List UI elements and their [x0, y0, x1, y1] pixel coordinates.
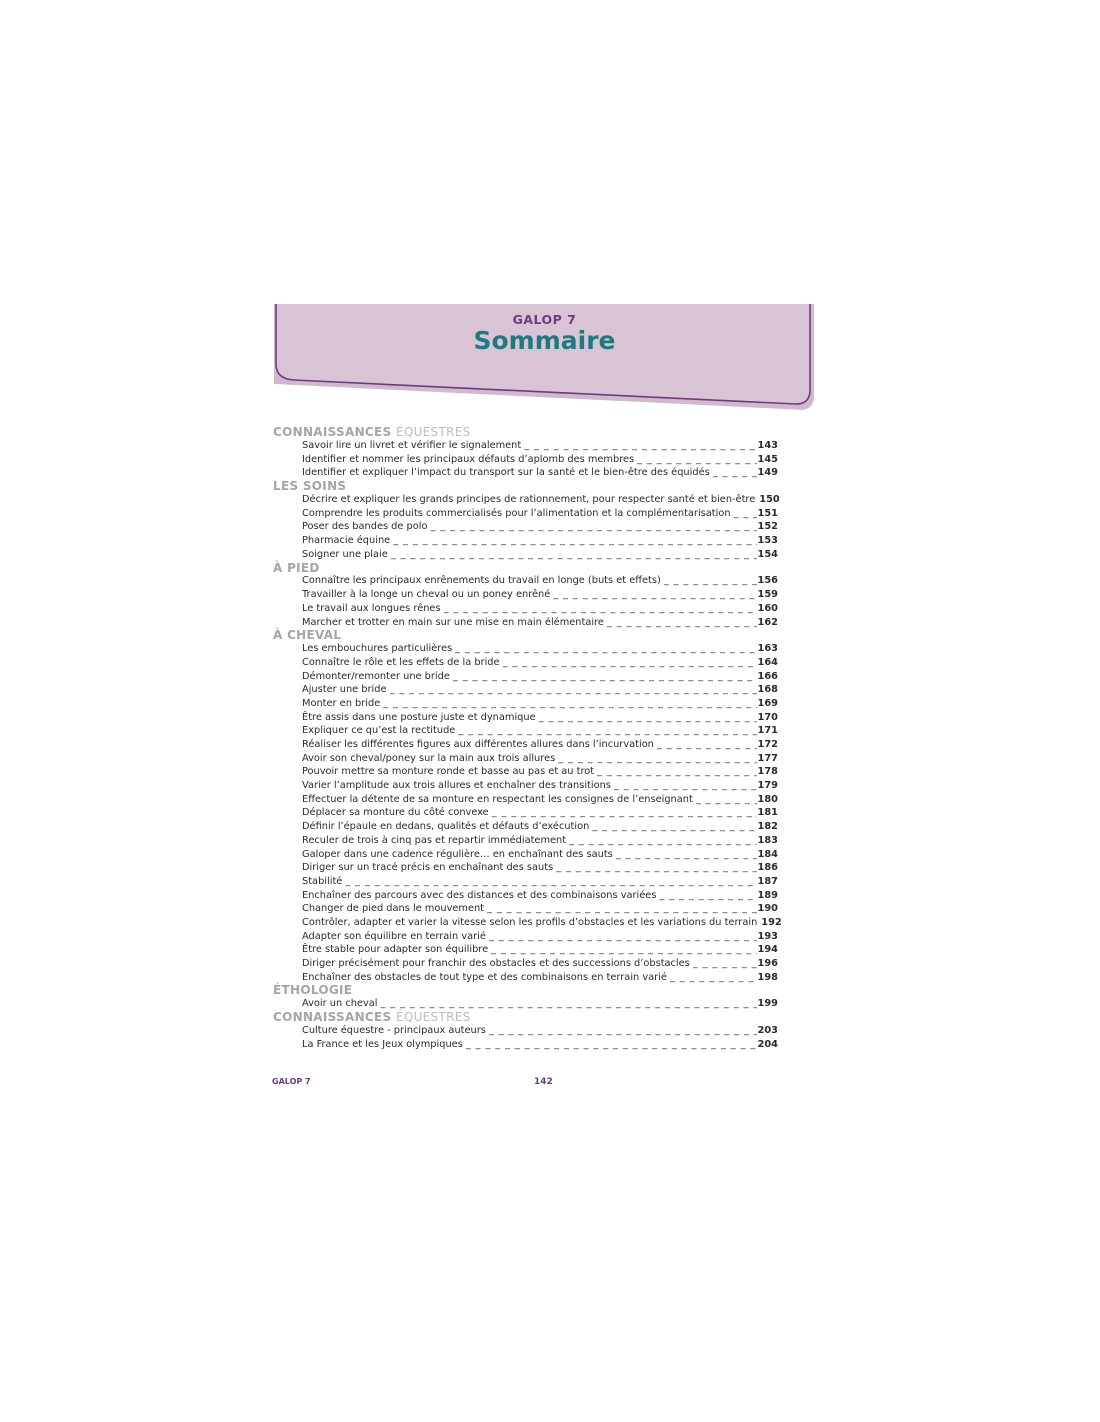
toc-entry-label: Enchaîner des parcours avec des distances et des combinaisons variées	[302, 889, 657, 901]
page-title: Sommaire	[473, 326, 616, 355]
toc-entry-label: Avoir un cheval	[302, 998, 378, 1010]
dotted-leader	[524, 439, 756, 453]
toc-entry-label: Le travail aux longues rênes	[302, 602, 441, 614]
dotted-leader	[558, 752, 756, 766]
toc-entry-label: Démonter/remonter une bride	[302, 670, 450, 682]
toc-entry-label: Être stable pour adapter son équilibre	[302, 944, 489, 956]
toc-entry-page: 199	[757, 998, 778, 1010]
toc-entry[interactable]	[273, 1024, 778, 1038]
toc-entry-page: 163	[757, 643, 778, 655]
dotted-leader	[345, 875, 756, 889]
toc-entry[interactable]	[273, 670, 778, 684]
toc-entry[interactable]	[273, 520, 778, 534]
toc-entry-page: 186	[757, 862, 778, 874]
dotted-leader	[569, 834, 756, 848]
toc-entry[interactable]	[273, 957, 778, 971]
toc-entry-label: Les embouchures particulières	[302, 643, 453, 655]
dotted-leader	[430, 520, 756, 534]
toc-entry-page: 153	[757, 535, 778, 547]
toc-entry-page: 149	[757, 467, 778, 479]
toc-entry-label: Monter en bride	[302, 697, 381, 709]
toc-entry-page: 198	[757, 971, 778, 983]
toc-entry-page: 190	[757, 903, 778, 915]
dotted-leader	[597, 765, 756, 779]
toc-entry[interactable]	[273, 848, 778, 862]
toc-entry-page: 194	[757, 944, 778, 956]
dotted-leader	[491, 943, 756, 957]
dotted-leader	[553, 588, 756, 602]
table-of-contents	[273, 425, 782, 1052]
toc-entry[interactable]	[273, 724, 778, 738]
toc-entry-page: 145	[757, 453, 778, 465]
toc-section	[273, 1011, 778, 1051]
toc-entry[interactable]	[273, 1038, 778, 1052]
toc-entry[interactable]	[273, 453, 778, 467]
toc-entry-label: Déplacer sa monture du côté convexe	[302, 807, 489, 819]
dotted-leader	[393, 534, 756, 548]
dotted-leader	[614, 779, 757, 793]
toc-entry[interactable]	[273, 642, 778, 656]
toc-entry-label: Varier l’amplitude aux trois allures et enchaîner des transitions	[302, 780, 611, 792]
toc-section	[273, 426, 778, 480]
toc-entry-label: Connaître les principaux enrênements du travail en longe (buts et effets)	[302, 575, 661, 587]
toc-entry[interactable]	[273, 930, 778, 944]
toc-entry[interactable]	[273, 711, 778, 725]
section-title	[273, 1011, 778, 1024]
toc-section	[273, 480, 778, 561]
toc-entry-label: Enchaîner des obstacles de tout type et des combinaisons en terrain varié	[302, 971, 667, 983]
toc-entry[interactable]	[273, 588, 778, 602]
dotted-leader	[458, 724, 756, 738]
dotted-leader	[487, 902, 757, 916]
toc-entry[interactable]	[273, 439, 778, 453]
toc-entry[interactable]	[273, 493, 778, 507]
toc-entry-page: 172	[757, 739, 778, 751]
section-title	[273, 629, 778, 642]
toc-entry-label: Comprendre les produits commercialisés pour l’alimentation et la complémentarisation	[302, 507, 731, 519]
dotted-leader	[693, 957, 757, 971]
toc-entry-page: 179	[757, 780, 778, 792]
toc-entry-page: 171	[757, 725, 778, 737]
toc-entry[interactable]	[273, 466, 778, 480]
toc-entry-page: 181	[757, 807, 778, 819]
toc-entry-label: Diriger précisément pour franchir des obstacles et des successions d’obstacles	[302, 958, 690, 970]
toc-entry-label: Travailler à la longe un cheval ou un poney enrêné	[302, 589, 551, 601]
toc-entry-label: Décrire et expliquer les grands principes de rationnement, pour respecter santé et bien-être	[302, 494, 756, 506]
toc-entry-page: 168	[757, 684, 778, 696]
toc-entry-label: Ajuster une bride	[302, 684, 387, 696]
toc-entry[interactable]	[273, 779, 778, 793]
toc-entry-label: Marcher et trotter en main sur une mise en main élémentaire	[302, 616, 604, 628]
toc-entry-page: 196	[757, 958, 778, 970]
section-title	[273, 984, 778, 997]
dotted-leader	[444, 602, 757, 616]
dotted-leader	[489, 1024, 757, 1038]
toc-entry-page: 150	[759, 494, 780, 506]
dotted-leader	[637, 453, 756, 467]
toc-entry-page: 183	[757, 834, 778, 846]
toc-entry-page: 182	[757, 821, 778, 833]
dotted-leader	[592, 820, 756, 834]
toc-entry-page: 177	[757, 752, 778, 764]
toc-entry[interactable]	[273, 602, 778, 616]
section-title-main: À PIED	[273, 560, 320, 575]
toc-entry[interactable]	[273, 534, 778, 548]
section-title-main: CONNAISSANCES	[273, 1010, 392, 1025]
toc-entry-label: Culture équestre - principaux auteurs	[302, 1025, 486, 1037]
toc-entry-page: 162	[757, 616, 778, 628]
toc-entry[interactable]	[273, 548, 778, 562]
toc-entry[interactable]	[273, 875, 778, 889]
dotted-leader	[734, 507, 757, 521]
section-title-main: LES SOINS	[273, 479, 347, 494]
toc-entry-label: Changer de pied dans le mouvement	[302, 903, 485, 915]
section-title	[273, 480, 778, 493]
toc-entry-label: Connaître le rôle et les effets de la bride	[302, 656, 500, 668]
toc-entry[interactable]	[273, 697, 778, 711]
toc-entry-page: 160	[757, 602, 778, 614]
toc-entry-label: Être assis dans une posture juste et dynamique	[302, 711, 536, 723]
section-title-main: CONNAISSANCES	[273, 425, 392, 439]
toc-entry-page: 193	[757, 930, 778, 942]
dotted-leader	[616, 848, 757, 862]
dotted-leader	[539, 711, 757, 725]
toc-entry-page: 143	[757, 439, 778, 451]
toc-entry[interactable]	[273, 575, 778, 589]
toc-entry-page: 166	[757, 670, 778, 682]
dotted-leader	[466, 1038, 757, 1052]
toc-entry-label: Réaliser les différentes figures aux différentes allures dans l’incurvation	[302, 739, 654, 751]
toc-entry[interactable]	[273, 820, 778, 834]
toc-entry[interactable]	[273, 738, 778, 752]
toc-section	[273, 984, 778, 1011]
toc-entry[interactable]	[273, 943, 778, 957]
footer-label: GALOP 7	[272, 1077, 311, 1086]
dotted-leader	[492, 806, 757, 820]
toc-entry-page: 204	[757, 1038, 778, 1050]
toc-entry-label: Stabilité	[302, 875, 343, 887]
toc-entry[interactable]	[273, 861, 778, 875]
toc-entry-page: 192	[761, 916, 782, 928]
section-title	[273, 562, 778, 575]
dotted-leader	[659, 889, 756, 903]
dotted-leader	[670, 971, 757, 985]
section-title-secondary: ÉQUESTRES	[395, 425, 471, 439]
sommaire-header-panel	[272, 304, 817, 416]
toc-entry[interactable]	[273, 683, 778, 697]
toc-section	[273, 562, 778, 630]
section-title-secondary: ÉQUESTRES	[395, 1010, 471, 1025]
toc-entry-label: Identifier et nommer les principaux défauts d’aplomb des membres	[302, 453, 635, 465]
toc-entry-label: Identifier et expliquer l’impact du transport sur la santé et le bien-être des équidés	[302, 467, 710, 479]
toc-entry-label: Définir l’épaule en dedans, qualités et défauts d’exécution	[302, 821, 590, 833]
toc-entry-label: Contrôler, adapter et varier la vitesse selon les profils d’obstacles et les variations du terrain	[302, 916, 758, 928]
toc-entry[interactable]	[273, 807, 778, 821]
toc-entry-label: Poser des bandes de polo	[302, 521, 428, 533]
toc-entry-label: Reculer de trois à cinq pas et repartir immédiatement	[302, 834, 567, 846]
dotted-leader	[503, 656, 757, 670]
toc-entry-label: Expliquer ce qu’est la rectitude	[302, 725, 456, 737]
toc-entry-page: 170	[757, 711, 778, 723]
dotted-leader	[696, 793, 757, 807]
toc-entry[interactable]	[273, 616, 778, 630]
toc-entry[interactable]	[273, 916, 782, 930]
toc-entry-label: Soigner une plaie	[302, 548, 388, 560]
dotted-leader	[664, 574, 757, 588]
section-title-main: À CHEVAL	[273, 628, 342, 643]
toc-entry[interactable]	[273, 902, 778, 916]
toc-entry-label: Avoir son cheval/poney sur la main aux trois allures	[302, 752, 556, 764]
header-subtitle: GALOP 7	[512, 312, 577, 327]
dotted-leader	[657, 738, 757, 752]
dotted-leader	[383, 697, 756, 711]
toc-entry-page: 151	[757, 507, 778, 519]
toc-entry-page: 178	[757, 766, 778, 778]
toc-entry[interactable]	[273, 793, 778, 807]
toc-entry-label: Adapter son équilibre en terrain varié	[302, 930, 486, 942]
toc-entry-page: 164	[757, 656, 778, 668]
toc-entry-page: 156	[757, 575, 778, 587]
section-title	[273, 426, 778, 439]
dotted-leader	[390, 683, 757, 697]
toc-entry-label: Pouvoir mettre sa monture ronde et basse au pas et au trot	[302, 766, 595, 778]
toc-entry[interactable]	[273, 507, 778, 521]
toc-entry[interactable]	[273, 656, 778, 670]
section-title-main: ÉTHOLOGIE	[273, 983, 353, 998]
toc-entry-label: Pharmacie équine	[302, 535, 391, 547]
toc-entry-page: 152	[757, 521, 778, 533]
toc-entry-page: 180	[757, 793, 778, 805]
toc-entry-label: Effectuer la détente de sa monture en respectant les consignes de l’enseignant	[302, 793, 693, 805]
toc-entry[interactable]	[273, 834, 778, 848]
dotted-leader	[453, 670, 757, 684]
toc-entry[interactable]	[273, 765, 778, 779]
dotted-leader	[713, 466, 757, 480]
dotted-leader	[391, 548, 757, 562]
dotted-leader	[455, 642, 756, 656]
dotted-leader	[607, 616, 757, 630]
toc-entry-page: 187	[757, 875, 778, 887]
toc-entry-label: Galoper dans une cadence régulière… en enchaînant des sauts	[302, 848, 613, 860]
toc-entry-page: 154	[757, 548, 778, 560]
toc-entry-label: Savoir lire un livret et vérifier le signalement	[302, 439, 522, 451]
toc-entry-label: La France et les Jeux olympiques	[302, 1038, 463, 1050]
toc-entry-page: 189	[757, 889, 778, 901]
toc-section	[273, 628, 782, 984]
toc-entry-label: Diriger sur un tracé précis en enchaînant des sauts	[302, 862, 554, 874]
toc-entry-page: 169	[757, 697, 778, 709]
toc-entry-page: 184	[757, 848, 778, 860]
footer-page-number: 142	[534, 1077, 553, 1087]
toc-entry[interactable]	[273, 889, 778, 903]
toc-entry-page: 203	[757, 1025, 778, 1037]
dotted-leader	[556, 861, 756, 875]
toc-entry-page: 159	[757, 589, 778, 601]
dotted-leader	[489, 930, 757, 944]
toc-entry[interactable]	[273, 752, 778, 766]
